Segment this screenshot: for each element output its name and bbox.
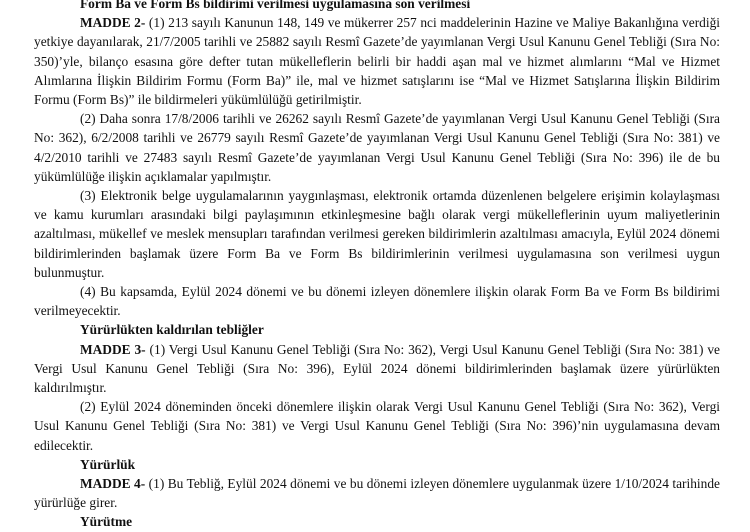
article-2-paragraph-4: (4) Bu kapsamda, Eylül 2024 dönemi ve bu dönemi izleyen dönemlere ilişkin olarak Form Ba ve Form Bs bildirimi verilmeyecektir. — [34, 284, 720, 319]
article-2-paragraph-2: (2) Daha sonra 17/8/2006 tarihli ve 26262 sayılı Resmî Gazete’de yayımlanan Vergi Usul Kanunu Genel Tebliği (Sıra No: 362), 6/2/2008 tarihli ve 26779 sayılı Resmî Gazete’de yayımlanan Vergi Usul Kanunu Genel Tebliği (Sıra No: 381) ve 4/2/2010 tarihli ve 27483 sayılı Resmî Gazete’de yayımlanan Vergi Usul Kanunu Genel Tebliği (Sıra No: 396) ile de bu yükümlülüğe ilişkin açıklamalar yapılmıştır. — [34, 111, 720, 184]
article-3-label: MADDE 3- — [80, 341, 146, 357]
document-body — [34, 0, 720, 532]
section-heading-effective: Yürürlük — [80, 456, 136, 472]
article-2-paragraph-1 — [34, 13, 720, 109]
article-4-label: MADDE 4- — [80, 476, 146, 492]
article-2-label: MADDE 2- — [80, 15, 146, 31]
article-3-paragraph-1-text: (1) Vergi Usul Kanunu Genel Tebliği (Sıra No: 362), Vergi Usul Kanunu Genel Tebliği (Sıra No: 381) ve Vergi Usul Kanunu Genel Tebliği (Sıra No: 396), Eylül 2024 dönemi bildirimlerinden başlamak üzere yürürlükten kaldırılmıştır. — [34, 341, 720, 396]
section-heading-repealed: Yürürlükten kaldırılan tebliğler — [80, 322, 264, 338]
article-3-paragraph-2: (2) Eylül 2024 döneminden önceki dönemlere ilişkin olarak Vergi Usul Kanunu Genel Tebliği (Sıra No: 362), Vergi Usul Kanunu Genel Tebliği (Sıra No: 381) ve Vergi Usul Kanunu Genel Tebliği (Sıra No: 396)’nin uygulamasına devam edilecektir. — [34, 399, 720, 453]
section-heading-execution: Yürütme — [80, 514, 133, 530]
article-3-paragraph-1 — [34, 340, 720, 398]
section-heading-form-ba-bs: Form Ba ve Form Bs bildirimi verilmesi uygulamasına son verilmesi — [80, 0, 471, 11]
article-4-paragraph-1-text: (1) Bu Tebliğ, Eylül 2024 dönemi ve bu dönemi izleyen dönemlere uygulanmak üzere 1/10/2024 tarihinde yürürlüğe girer. — [34, 476, 720, 511]
article-2-paragraph-3: (3) Elektronik belge uygulamalarının yaygınlaşması, elektronik ortamda düzenlenen belgelere erişimin kolaylaşması ve kamu kurumları arasındaki bilgi paylaşımının etkinleşmesine bağlı olarak vergi mükelleflerinin uyum maliyetlerinin azaltılması, mükellef ve meslek mensupları tarafından verilmesi gereken bildirimlerin azaltılması amacıyla, Eylül 2024 dönemi bildirimlerinden başlamak üzere Form Ba ve Form Bs bildirimlerinin verilmesi uygulamasına son verilmesi uygun bulunmuştur. — [34, 188, 720, 280]
article-4-paragraph-1 — [34, 474, 720, 512]
article-2-paragraph-1-text: (1) 213 sayılı Kanunun 148, 149 ve mükerrer 257 nci maddelerinin Hazine ve Maliye Bakanlığına verdiği yetkiye dayanılarak, 21/7/2005 tarihli ve 25882 sayılı Resmî Gazete’de yayımlanan Vergi Usul Kanunu Genel Tebliği (Sıra No: 350)’yle, bilanço esasına göre defter tutan mükelleflerin belirli bir haddi aşan mal ve hizmet alımlarını “Mal ve Hizmet Alımlarına İlişkin Bildirim Formu (Form Ba)” ile, mal ve hizmet satışlarını ise “Mal ve Hizmet Satışlarına İlişkin Bildirim Formu (Form Bs)” ile bildirmeleri yükümlülüğü getirilmiştir. — [34, 15, 720, 108]
